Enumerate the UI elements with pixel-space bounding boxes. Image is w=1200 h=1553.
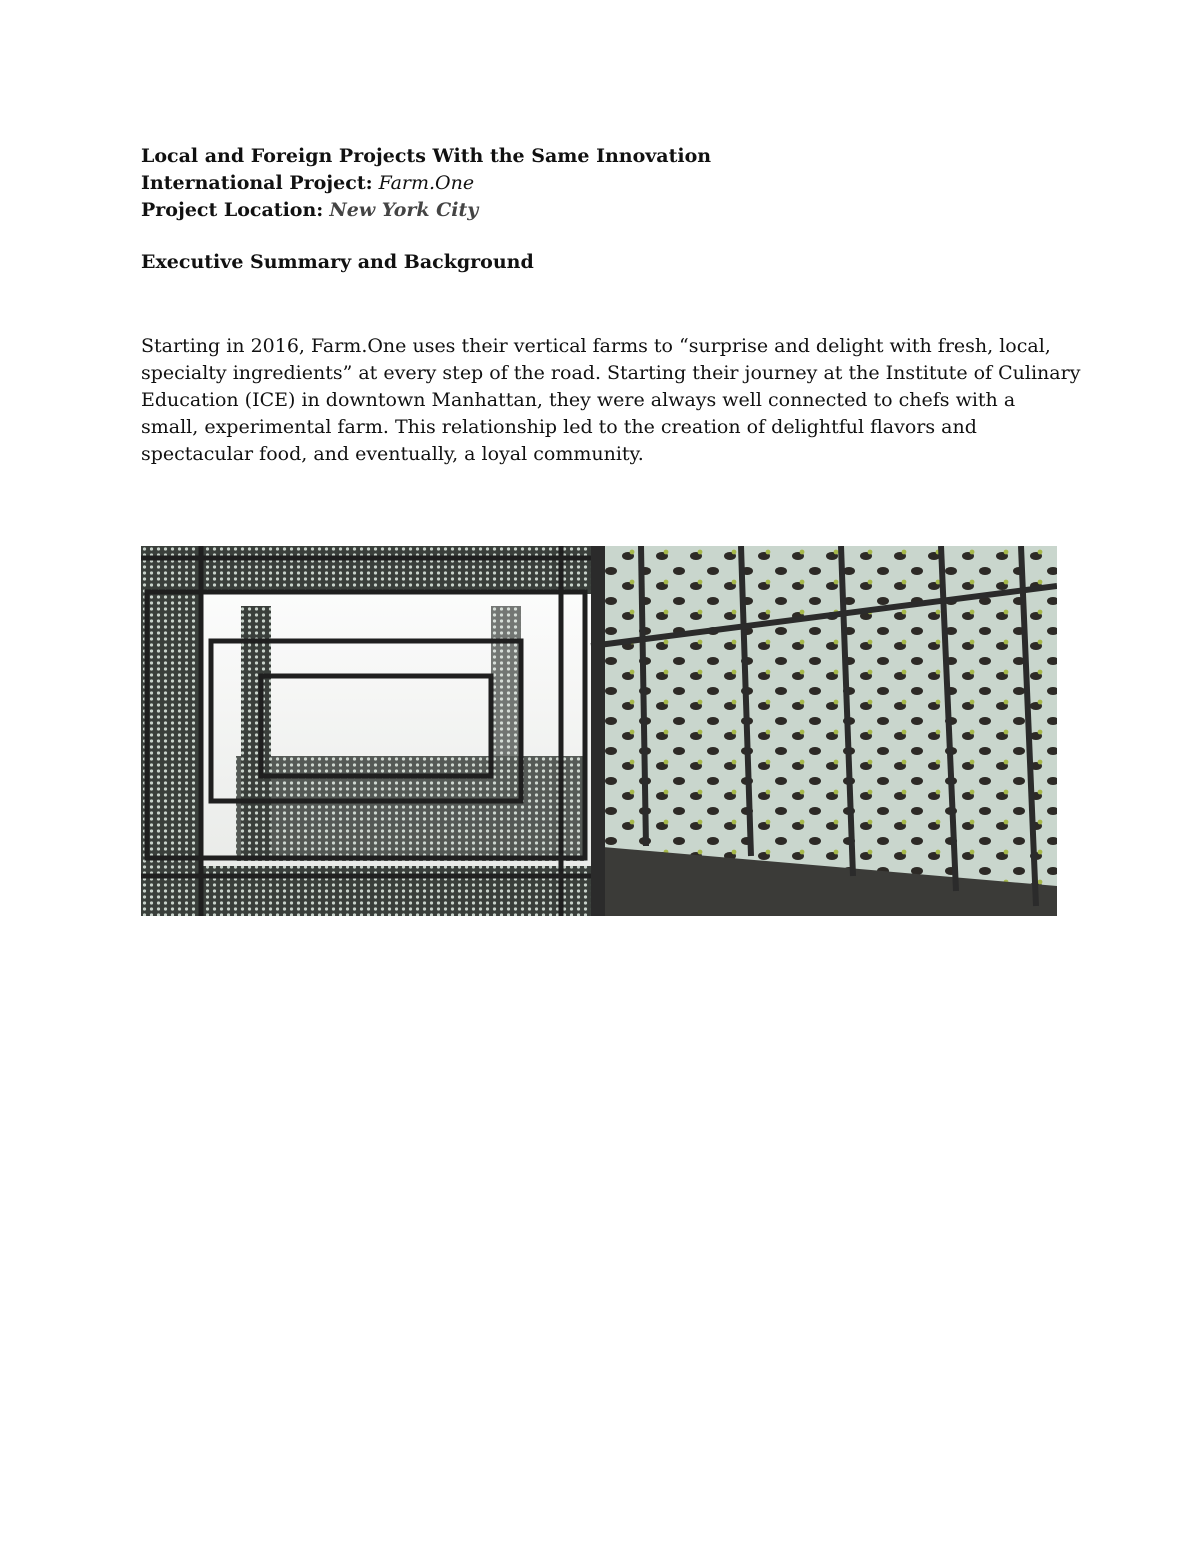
paragraph-line: small, experimental farm. This relationship led to the creation of delightful flavors and xyxy=(141,416,977,438)
left-photo-panel xyxy=(141,546,591,916)
location-label: Project Location: xyxy=(141,199,324,221)
paragraph-line: specialty ingredients” at every step of the road. Starting their journey at the Institute of Culinary xyxy=(141,362,1081,384)
project-line xyxy=(141,170,711,197)
project-label: International Project: xyxy=(141,172,373,194)
project-name: Farm.One xyxy=(378,172,475,194)
document-title: Local and Foreign Projects With the Same Innovation xyxy=(141,145,712,167)
summary-paragraph xyxy=(141,333,1081,468)
section-title: Executive Summary and Background xyxy=(141,251,534,273)
paragraph-line: Starting in 2016, Farm.One uses their vertical farms to “surprise and delight with fresh, local, xyxy=(141,335,1051,357)
right-photo-panel xyxy=(591,546,1057,916)
heading-block xyxy=(141,143,711,224)
paragraph-line: Education (ICE) in downtown Manhattan, they were always well connected to chefs with a xyxy=(141,389,1016,411)
vertical-farm-photo xyxy=(141,546,1057,916)
location-line xyxy=(141,197,711,224)
location-name: New York City xyxy=(329,199,479,221)
paragraph-line: spectacular food, and eventually, a loyal community. xyxy=(141,443,644,465)
